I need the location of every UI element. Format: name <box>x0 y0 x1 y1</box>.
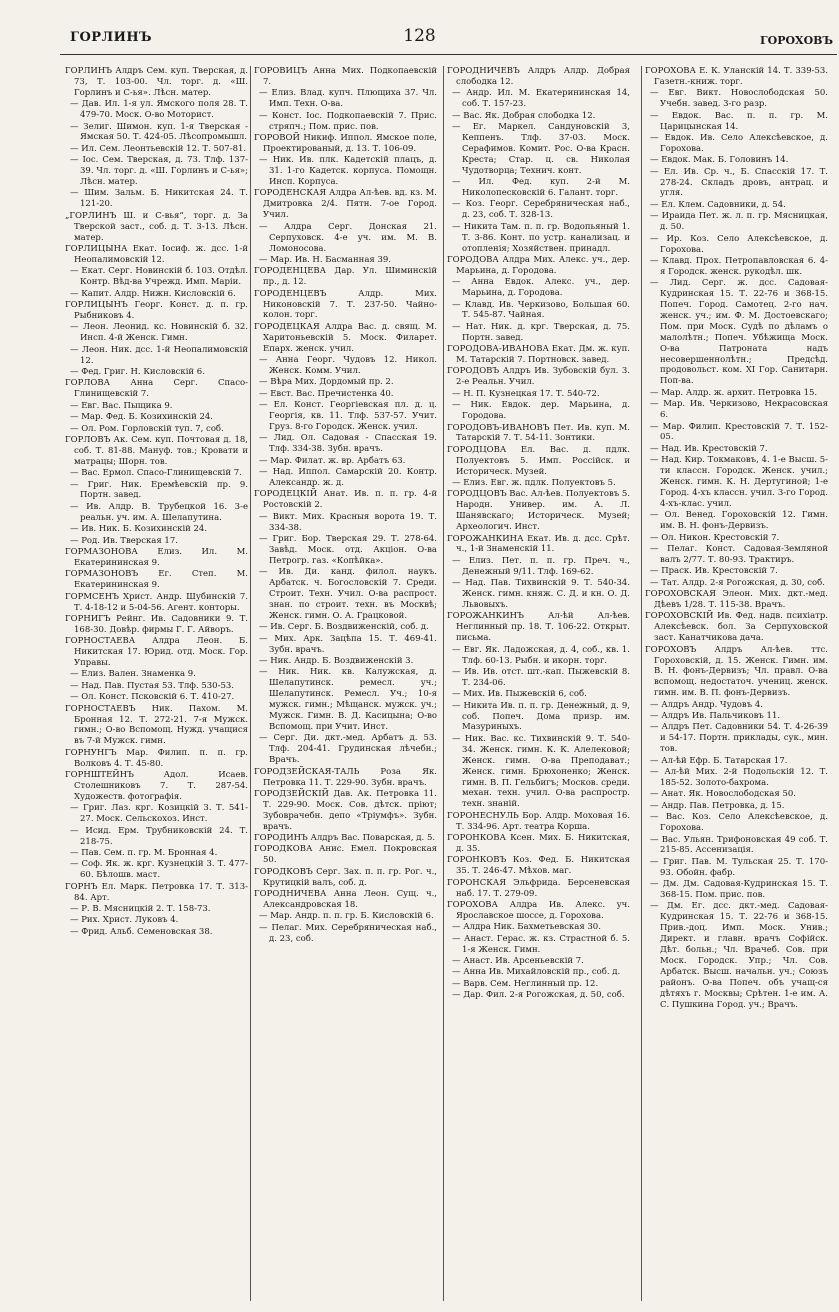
directory-entry: ГОРОДЦОВА Ел. Вас. д. пдлк. Полуектовъ 5. Имп. Россійск. и Историческ. Музей. <box>447 444 630 477</box>
directory-entry: ГОРОХОВА Е. К. Уланскій 14. Т. 339-53. Газетн.-книж. торг. <box>645 66 828 87</box>
directory-entry: — Лид. Ол. Садовая - Спасская 19. Тлф. 334-38. Зубн. врачъ. <box>259 433 437 455</box>
directory-entry: — Пелаг. Мих. Серебряническая наб., д. 23, соб. <box>259 922 437 944</box>
directory-entry: — Рих. Христ. Луковъ 4. <box>70 915 179 926</box>
directory-entry: — Ол. Ром. Горловскій туп. 7, соб. <box>70 423 224 434</box>
directory-entry: ГОРНУНГЪ Мар. Филип. п. п. гр. Волковъ 4. Т. 45-80. <box>65 747 248 769</box>
running-head-right: ГОРОХОВЪ <box>760 34 833 47</box>
directory-entry: — Ираида Пет. ж. л. п. гр. Мясницкая, д. 50. <box>650 211 828 233</box>
directory-entry: ГОРЛИЦЫНА Екат. Іосиф. ж. дсс. 1-й Неопалимовскій 12. <box>65 244 248 265</box>
directory-entry: — Анаст. Герас. ж. кз. Страстной б. 5. 1-я Женск. Гимн. <box>452 933 630 955</box>
directory-entry: — Мих. Арк. Зацѣпа 15. Т. 469-41. Зубн. врачъ. <box>259 633 437 655</box>
directory-entry: — Евдок. Ив. Село Алексѣевское, д. Горохова. <box>650 132 828 154</box>
directory-entry: — Елиз. Пет. п. п. гр. Преч. ч., Денежный 9/11. Тлф. 169-62. <box>452 555 630 577</box>
directory-entry: ГОРОДЗЕЙСКІЙ Дав. Ак. Петровка 11. Т. 229-90. Моск. Сов. дѣтск. пріют; Зубоврачебн. депо «Тріумфъ». Зубн. врачъ. <box>254 788 437 832</box>
directory-entry: — Ник. Вас. кс. Тихвинскій 9. Т. 540-34. Женск. гимн. К. К. Алелековой; Женск. гимн. О-ва Преподават.; Женск. гимн. Брюхоненко; Женск. гимн. В. П. Гельбигъ; Москов. среди. механ. техн. учил. О-ва распростр. техн. знаній. <box>452 733 630 810</box>
directory-entry: — Дав. Ил. 1-я ул. Ямского поля 28. Т. 479-70. Моск. О-во Моторист. <box>70 99 248 121</box>
directory-entry: ГОРНЪ Ел. Марк. Петровка 17. Т. 313-84. Арт. <box>65 881 248 903</box>
directory-column-1 <box>65 66 248 1301</box>
directory-entry: ГОРОДНИЧЕВА Анна Леон. Сущ. ч., Александровская 18. <box>254 889 437 910</box>
directory-entry: — Леон. Ник. дсс. 1-й Неопалимовскій 12. <box>70 344 248 366</box>
directory-column-2 <box>254 66 437 1301</box>
directory-entry: — Ир. Коз. Село Алексѣевское, д. Горохова. <box>650 233 828 255</box>
directory-entry: — Над. Иппол. Самарскій 20. Контр. Александр. ж. д. <box>259 467 437 489</box>
directory-entry: — Дм. Ег. дсс. дкт.-мед. Садовая-Кудринская 15. Т. 22-76 и 368-15. Прив.-доц. Имп. Моск. Унив.; Директ. и главн. врачъ Софійск. Дѣт. больн.; Чл. Врачеб. Сов. при Моск. Городск. Упр.; Чл. Сов. Арбатск. Высш. начальн. уч.; Союзъ районъ. О-ва Попеч. объ учащ-ся дѣтяхъ г. Москвы; Срѣтен. 1-е им. А. С. Пушкина Город. уч.; Врачъ. <box>650 901 828 1010</box>
directory-entry: — Пелаг. Конст. Садовая-Земляной валъ 2/77. Т. 80-93. Трактиръ. <box>650 543 828 565</box>
directory-entry: — Ол. Конст. Псковскій 6. Т. 410-27. <box>70 692 235 703</box>
directory-entry: ГОРОДКОВА Анис. Емел. Покровская 50. <box>254 844 437 866</box>
page-number: 128 <box>403 26 436 46</box>
directory-entry: ГОРЛИНЪ Алдръ Сем. куп. Тверская, д. 73, Т. 103-00. Чл. торг. д. «Ш. Горлинъ и С-ья». Лѣсн. матер. <box>65 66 248 98</box>
directory-entry: ГОРОДНИЧЕВЪ Алдръ Алдр. Добрая слободка 12. <box>447 66 630 87</box>
directory-entry: — Евг. Викт. Новослободская 50. Учебн. завед. 3-го разр. <box>650 88 828 110</box>
column-divider <box>641 66 642 1301</box>
column-divider <box>443 66 444 1301</box>
directory-entry: — Мар. Филип. Крестовскій 7. Т. 152-05. <box>650 421 828 443</box>
column-divider <box>250 66 251 1301</box>
directory-entry: — Анат. Як. Новослободская 50. <box>650 789 796 800</box>
directory-entry: ГОРОДОВЪ-ИВАНОВЪ Пет. Ив. куп. М. Татарскій 7. Т. 54-11. Зонтики. <box>447 422 630 444</box>
directory-entry: ГОРОНЕСНУЛЬ Бор. Алдр. Моховая 16. Т. 334-96. Арт. театра Корша. <box>447 810 630 832</box>
directory-entry: — Фед. Григ. Н. Кисловскій 6. <box>70 366 205 377</box>
directory-entry: — Нат. Ник. д. крг. Тверская, д. 75. Портн. завед. <box>452 321 630 343</box>
directory-entry: — Ник. Ник. кв. Калужская, д. Шелапутинск. ремесл. уч.; Шелапутинск. Ремесл. Уч.; 10-я мужск. гимн.; Мѣщанск. мужск. уч.; Мужск. Гимн. В. Д. Касицына; О-во Вспомощ. при Учит. Инст. <box>259 667 437 732</box>
directory-entry: — Пав. Сем. п. гр. М. Бронная 4. <box>70 847 218 858</box>
directory-entry: ГОРОДЗЕЙСКАЯ-ТАЛЬ Роза Як. Петровка 11. Т. 229-90. Зубн. врачъ. <box>254 766 437 788</box>
page-header <box>0 0 839 52</box>
directory-entry: — Варв. Сем. Неглинный пр. 12. <box>452 978 599 989</box>
directory-entry: ГОРМАЗОНОВА Елиз. Ил. М. Екатерининская 9. <box>65 546 248 568</box>
directory-entry: ГОРОХОВСКІЙ Ив. Фед. надв. психіатр. Алексѣевск. бол. За Серпуховской заст. Канатчикова дача. <box>645 611 828 644</box>
directory-entry: — Над. Пав. Пустая 53. Тлф. 530-53. <box>70 680 234 691</box>
directory-entry: ГОРНОСТАЕВЪ Ник. Пахом. М. Бронная 12. Т. 272-21. 7-я Мужск. гимн.; О-во Вспомощ. Нужд. учащися въ 7-й Мужск. гимн. <box>65 703 248 747</box>
directory-entry: ГОРЛОВЪ Ак. Сем. куп. Почтовая д. 18, соб. Т. 81-88. Мануф. тов.; Кровати и матрацы; Шорн. тов. <box>65 434 248 467</box>
directory-entry: — Алдра Серг. Донская 21. Серпуховск. 4-е уч. им. М. В. Ломоносова. <box>259 221 437 254</box>
directory-entry: — Анна Георг. Чудовъ 12. Никол. Женск. Комм. Учил. <box>259 355 437 376</box>
directory-entry: ГОРОВИЦЪ Анна Мих. Подкопаевскій 7. <box>254 66 437 87</box>
directory-entry: — Елиз. Вален. Знаменка 9. <box>70 669 196 680</box>
directory-entry: — Дм. Дм. Садовая-Кудринская 15. Т. 368-15. Пом. прис. пов. <box>650 879 828 901</box>
directory-entry: ГОРОНКОВА Ксен. Мих. Б. Никитская, д. 35. <box>447 833 630 854</box>
directory-entry: — Григ. Пав. М. Тульская 25. Т. 170-93. Обойн. фабр. <box>650 856 828 878</box>
directory-entry: — Ал-ѣй Ефр. Б. Татарская 17. <box>650 755 788 766</box>
directory-entry: — Ив. Серг. Б. Воздвиженскій, соб. д. <box>259 622 429 633</box>
directory-entry: — Леон. Леонид. кс. Новинскій б. 32. Инсп. 4-й Женск. Гимн. <box>70 322 248 344</box>
directory-entry: — Коз. Георг. Серебряническая наб., д. 23, соб. Т. 328-13. <box>452 199 630 221</box>
directory-entry: ГОРОДЕНЦЕВА Дар. Ул. Шиминскій пр., д. 12. <box>254 266 437 288</box>
directory-entry: — Вас. Ермол. Спасо-Глинищевскій 7. <box>70 468 242 479</box>
directory-entry: ГОРЛИЦЫНЪ Георг. Конст. д. п. гр. Рыбниковъ 4. <box>65 300 248 321</box>
directory-entry: ГОРОДОВЪ Алдръ Ив. Зубовскій бул. 3. 2-е Реальн. Учил. <box>447 366 630 388</box>
directory-entry: — Евг. Вас. Пыщика 9. <box>70 400 173 411</box>
directory-entry: — Анна Ив. Михайловскій пр., соб. д. <box>452 967 621 978</box>
directory-entry: — Вас. Як. Добрая слободка 12. <box>452 110 596 121</box>
directory-entry: ГОРНШТЕЙНЪ Адол. Исаев. Столешниковъ 7. Т. 287-54. Художеств. фотографія. <box>65 770 248 802</box>
directory-entry: ГОРОНКОВЪ Коз. Фед. Б. Никитская 35. Т. 246-47. Мѣхов. маг. <box>447 855 630 877</box>
directory-entry: — Р. В. Мясницкій 2. Т. 158-73. <box>70 903 211 914</box>
directory-entry: — Ник. Ив. плк. Кадетскій плацъ, д. 31. 1-го Кадетск. корпуса. Помощн. Инсп. Корпуса. <box>259 155 437 188</box>
directory-entry: — Ал-ѣй Мих. 2-й Подольскій 12. Т. 185-52. Золото-бахрома. <box>650 767 828 788</box>
directory-entry: — Тат. Алдр. 2-я Рогожская, д. 30, соб. <box>650 577 825 588</box>
directory-entry: — Мар. Филат. ж. вр. Арбатъ 63. <box>259 455 406 466</box>
directory-entry: — Ел. Конст. Георгіевская пл. д. ц. Георгія, кв. 11. Тлф. 537-57. Учит. Груз. 8-го Городск. Женск. учил. <box>259 400 437 432</box>
directory-entry: — Конст. Іос. Подкопаевскій 7. Прис. стряпч.; Пом. прис. пов. <box>259 110 437 132</box>
directory-entry: — Фрид. Альб. Семеновская 38. <box>70 926 213 937</box>
directory-entry: — Іос. Сем. Тверская, д. 73. Тлф. 137-39. Чл. торг. д. «Ш. Горлинъ и С-ья»; Лѣсн. матер. <box>70 155 248 188</box>
directory-column-3 <box>447 66 630 1301</box>
directory-entry: — Ив. Ди. канд. филол. наукъ. Арбатск. ч. Богословскій 7. Среди. Строит. Техн. Учил. О-ва распрост. знан. по строит. техн. въ Москвѣ; Женск. гимн. О. А. Грацковой. <box>259 567 437 621</box>
directory-entry: — Ел. Клем. Садовники, д. 54. <box>650 199 786 210</box>
directory-entry: — Елиз. Влад. купч. Плющиха 37. Чл. Имп. Техн. О-ва. <box>259 88 437 110</box>
directory-entry: ГОРОДОВА-ИВАНОВА Екат. Дм. ж. куп. М. Татарскій 7. Портновск. завед. <box>447 344 630 366</box>
directory-entry: ГОРОХОВА Алдра Ив. Алекс. уч. Ярославское шоссе, д. Горохова. <box>447 899 630 921</box>
directory-entry: — Ив. Алдр. В. Трубецкой 16. 3-е реальн. уч. им. А. Шелапутина. <box>70 501 248 523</box>
directory-entry: ГОРОДЦОВЪ Вас. Ал-ѣев. Полуектовъ 5. Народн. Универ. им. А. Л. Шанявскаго; Историческ. Музей; Археологич. Инст. <box>447 489 630 533</box>
directory-entry: ГОРОДОВА Алдра Мих. Алекс. уч., дер. Марьина, д. Городова. <box>447 254 630 276</box>
directory-entry: — Григ. Бор. Тверская 29. Т. 278-64. Завѣд. Моск. отд. Акціон. О-ва Петрогр. газ. «Копѣйка». <box>259 534 437 566</box>
directory-entry: — Мар. Фед. Б. Козихинскій 24. <box>70 412 213 423</box>
directory-entry: ГОРОНСКАЯ Эльфрида. Берсеневская наб. 17. Т. 279-09. <box>447 877 630 899</box>
directory-entry: — Григ. Ник. Еремѣевскій пр. 9. Портн. завед. <box>70 479 248 501</box>
directory-entry: — Ол. Венед. Гороховскій 12. Гимн. им. В. Н. фонъ-Дервизъ. <box>650 510 828 532</box>
directory-entry: — Над. Ив. Крестовскій 7. <box>650 443 768 454</box>
directory-entry: — Мар. Андр. п. п. гр. Б. Кисловскій 6. <box>259 911 434 922</box>
directory-entry: — Евст. Вас. Пречистенка 40. <box>259 388 394 399</box>
directory-entry: — Н. П. Кузнецкая 17. Т. 540-72. <box>452 388 600 399</box>
directory-entry: — Ив. Ник. Б. Козихинскій 24. <box>70 524 208 535</box>
directory-entry: — Викт. Мих. Красныя ворота 19. Т. 334-38. <box>259 511 437 533</box>
running-head-left: ГОРЛИНЪ <box>70 30 153 45</box>
directory-entry: — Исид. Ерм. Трубниковскій 24. Т. 218-75. <box>70 825 248 847</box>
directory-entry: ГОРОДИНЪ Алдръ Вас. Поварская, д. 5. <box>254 833 436 844</box>
directory-entry: — Ег. Маркел. Сандуновскій 3, Кеппенъ. Тлф. 37-03. Моск. Серафимов. Комит. Рос. О-ва Красн. Креста; Стар. ц. св. Николая Чудотворца; Технич. конт. <box>452 122 630 176</box>
directory-entry: — Ник. Андр. Б. Воздвиженскій 3. <box>259 656 414 667</box>
directory-entry: ГОРОДЕЦКІЙ Анат. Ив. п. п. гр. 4-й Ростовскій 2. <box>254 489 437 511</box>
directory-entry: — Вѣра Мих. Дордомый пр. 2. <box>259 377 394 388</box>
directory-entry: ГОРОДЕНЦЕВЪ Алдр. Мих. Никоновскій 7. Т. 237-50. Чайно-колон. торг. <box>254 288 437 321</box>
directory-entry: — Никита Там. п. п. гр. Водопьяный 1. Т. 3-86. Конт. по устр. канализац. и отопленія; Хозяйствен. принадл. <box>452 221 630 254</box>
directory-entry: ГОРМАЗОНОВЪ Ег. Степ. М. Екатерининская 9. <box>65 569 248 591</box>
directory-entry: — Капит. Алдр. Нижн. Кисловскій 6. <box>70 288 236 299</box>
directory-entry: ГОРОДКОВЪ Серг. Зах. п. п. гр. Рог. ч., Крутицкій валъ, соб. д. <box>254 866 437 888</box>
directory-entry: — Клавд. Прох. Петропавловская 6. 4-я Городск. женск. рукодѣл. шк. <box>650 255 828 277</box>
directory-entry: ГОРОДЕЦКАЯ Алдра Вас. д. свящ. М. Харитоньевскій 5. Моск. Филарет. Епарх. женск. учил. <box>254 321 437 354</box>
directory-entry: — Мар. Ив. Черкизово, Некрасовская 6. <box>650 399 828 421</box>
directory-entry: ГОРОХОВСКАЯ Элеон. Мих. дкт.-мед. Дѣевъ 1/28. Т. 115-38. Врачъ. <box>645 589 828 610</box>
directory-entry: — Дар. Фил. 2-я Рогожская, д. 50, соб. <box>452 990 625 1001</box>
directory-entry: „ГОРЛИНЪ Ш. и С-вья“, торг. д. За Тверской заст., соб. д. Т. 3-13. Лѣсн. матер. <box>65 210 248 243</box>
directory-entry: — Шим. Зальм. Б. Никитская 24. Т. 121-20. <box>70 188 248 210</box>
directory-entry: — Над. Кир. Токмаковъ, 4. 1-е Высш. 5-ти классн. Городск. Женск. учил.; Женск. гимн. К. Н. Дертугиной; 1-е Город. 4-хъ классн. учил. 3-го Город. 4-хъ-клас. учил. <box>650 455 828 509</box>
directory-entry: — Ник. Евдок. дер. Марьина, д. Городова. <box>452 400 630 422</box>
directory-entry: — Вас. Коз. Село Алексѣевское, д. Горохова. <box>650 812 828 834</box>
directory-entry: — Ил. Сем. Леонтьевскій 12. Т. 507-81. <box>70 143 247 154</box>
directory-entry: — Андр. Пав. Петровка, д. 15. <box>650 800 785 811</box>
directory-entry: — Род. Ив. Тверская 17. <box>70 535 178 546</box>
directory-entry: — Анна Евдок. Алекс. уч., дер. Марьина, д. Городова. <box>452 277 630 299</box>
directory-entry: — Никита Ив. п. п. гр. Денежный, д. 9, соб. Попеч. Дома призр. им. Мазуриныхъ. <box>452 700 630 733</box>
directory-entry: — Елиз. Евг. ж. пдлк. Полуектовъ 5. <box>452 478 616 489</box>
directory-entry: — Екат. Серг. Новинскій б. 103. Отдѣл. Контр. Вѣд-ва Учрежд. Имп. Маріи. <box>70 266 248 288</box>
directory-entry: ГОРОВОЙ Никиф. Иппол. Ямское поле, Проектированый, д. 13. Т. 106-09. <box>254 132 437 154</box>
directory-entry: — Алдръ Андр. Чудовъ 4. <box>650 699 763 710</box>
directory-entry: — Мих. Ив. Пыжевскій 6, соб. <box>452 689 587 700</box>
directory-entry: ГОРОЖАНКИНА Екат. Ив. д. дсс. Срѣт. ч., 1-й Знаменскій 11. <box>447 533 630 555</box>
directory-entry: — Вас. Ульян. Трифоновская 49 соб. Т. 215-85. Ассенизація. <box>650 834 828 856</box>
directory-entry: — Мар. Ив. Н. Басманная 39. <box>259 254 391 265</box>
directory-entry: — Ив. Ив. отст. шт.-кап. Пыжевскій 8. Т. 234-06. <box>452 666 630 688</box>
directory-entry: — Алдръ Ив. Пальчиковъ 11. <box>650 711 781 722</box>
directory-entry: ГОРОЖАНКИНЪ Ал-ѣй Ал-ѣев. Неглинный пр. 18. Т. 106-22. Открыт. письма. <box>447 611 630 644</box>
directory-entry: — Серг. Ди. дкт.-мед. Арбатъ д. 53. Тлф. 204-41. Грудинская лѣчебн.; Врачъ. <box>259 733 437 766</box>
directory-entry: — Андр. Ил. М. Екатерининская 14, соб. Т. 157-23. <box>452 88 630 110</box>
directory-entry: — Ел. Ив. Ср. ч., Б. Спасскій 17. Т. 278-24. Складъ дровъ, антрац. и угля. <box>650 166 828 199</box>
directory-entry: — Анаст. Ив. Арсеньевскій 7. <box>452 956 584 966</box>
directory-entry: — Григ. Лаз. крг. Козицкій 3. Т. 541-27. Моск. Сельскохоз. Инст. <box>70 803 248 825</box>
directory-entry: — Евдок. Мак. Б. Головинъ 14. <box>650 155 789 166</box>
directory-entry: — Соф. Як. ж. крг. Кузнецкій 3. Т. 477-60. Бѣлошв. маст. <box>70 859 248 881</box>
directory-entry: — Лид. Серг. ж. дсс. Садовая-Кудринская 15. Т. 22-76 и 368-15. Попеч. Город. Самотец. 2-го нач. женск. уч.; им. Ф. М. Достоевскаго; Пом. при Моск. Судѣ по дѣламъ о малолѣтн.; Попеч. Убѣжища Моск. О-ва Патроната надъ несовершеннолѣтн.; Предсѣд. продовольст. ком. XI Гор. Санитарн. Поп-ва. <box>650 278 828 387</box>
directory-entry: — Клавд. Ив. Черкизово, Большая 60. Т. 545-87. Чайная. <box>452 299 630 321</box>
directory-entry: ГОРМСЕНЪ Христ. Андр. Шубинскій 7. Т. 4-18-12 и 5-04-56. Агент. конторы. <box>65 591 248 613</box>
directory-entry: ГОРОДЕНСКАЯ Алдра Ал-ѣев. вд. кз. М. Дмитровка 2/4. Пятн. 7-ое Город. Учил. <box>254 188 437 221</box>
directory-entry: ГОРНИГЪ Рейнг. Ив. Садовники 9. Т. 168-30. Довѣр. фирмы Г. Г. Айворъ. <box>65 613 248 635</box>
directory-entry: — Евдок. Вас. п. п. гр. М. Царицынская 14. <box>650 110 828 132</box>
directory-entry: — Ил. Фед. куп. 2-й М. Николопесковскій 6. Галант. торг. <box>452 177 630 198</box>
directory-entry: ГОРЛОВА Анна Серг. Спасо-Глинищевскій 7. <box>65 378 248 400</box>
directory-entry: ГОРОХОВЪ Алдръ Ал-ѣев. ттс. Гороховскій, д. 15. Женск. Гимн. им. В. Н. фонъ-Дервизъ; Чл. правл. О-ва вспомощ. недостаточ. учениц. женск. гимн. им. В. П. фонъ-Дервизъ. <box>645 644 828 699</box>
directory-entry: — Алдра Ник. Бахметьевская 30. <box>452 922 601 933</box>
directory-entry: — Над. Пав. Тихвинскій 9. Т. 540-34. Женск. гимн. княж. С. Д. и кн. О. Д. Львовыхъ. <box>452 578 630 610</box>
directory-entry: — Евг. Як. Ладожская, д. 4, соб., кв. 1. Тлф. 60-13. Рыбн. и икорн. торг. <box>452 644 630 666</box>
directory-entry: — Мар. Алдр. ж. архит. Петровка 15. <box>650 387 818 398</box>
directory-entry: — Праск. Ив. Крестовскій 7. <box>650 566 778 577</box>
header-rule <box>60 54 837 55</box>
directory-entry: ГОРНОСТАЕВА Алдра Леон. Б. Никитская 17. Юрид. отд. Моск. Гор. Управы. <box>65 636 248 669</box>
directory-entry: — Зелиг. Шимон. куп. 1-я Тверская - Ямская 50. Т. 424-05. Лѣсопромышл. <box>70 121 248 143</box>
directory-column-4 <box>645 66 828 1301</box>
directory-entry: — Алдръ Пет. Садовники 54. Т. 4-26-39 и 54-17. Портн. приклады, сук., мин. тов. <box>650 722 828 755</box>
directory-entry: — Ол. Никон. Крестовскій 7. <box>650 532 780 543</box>
